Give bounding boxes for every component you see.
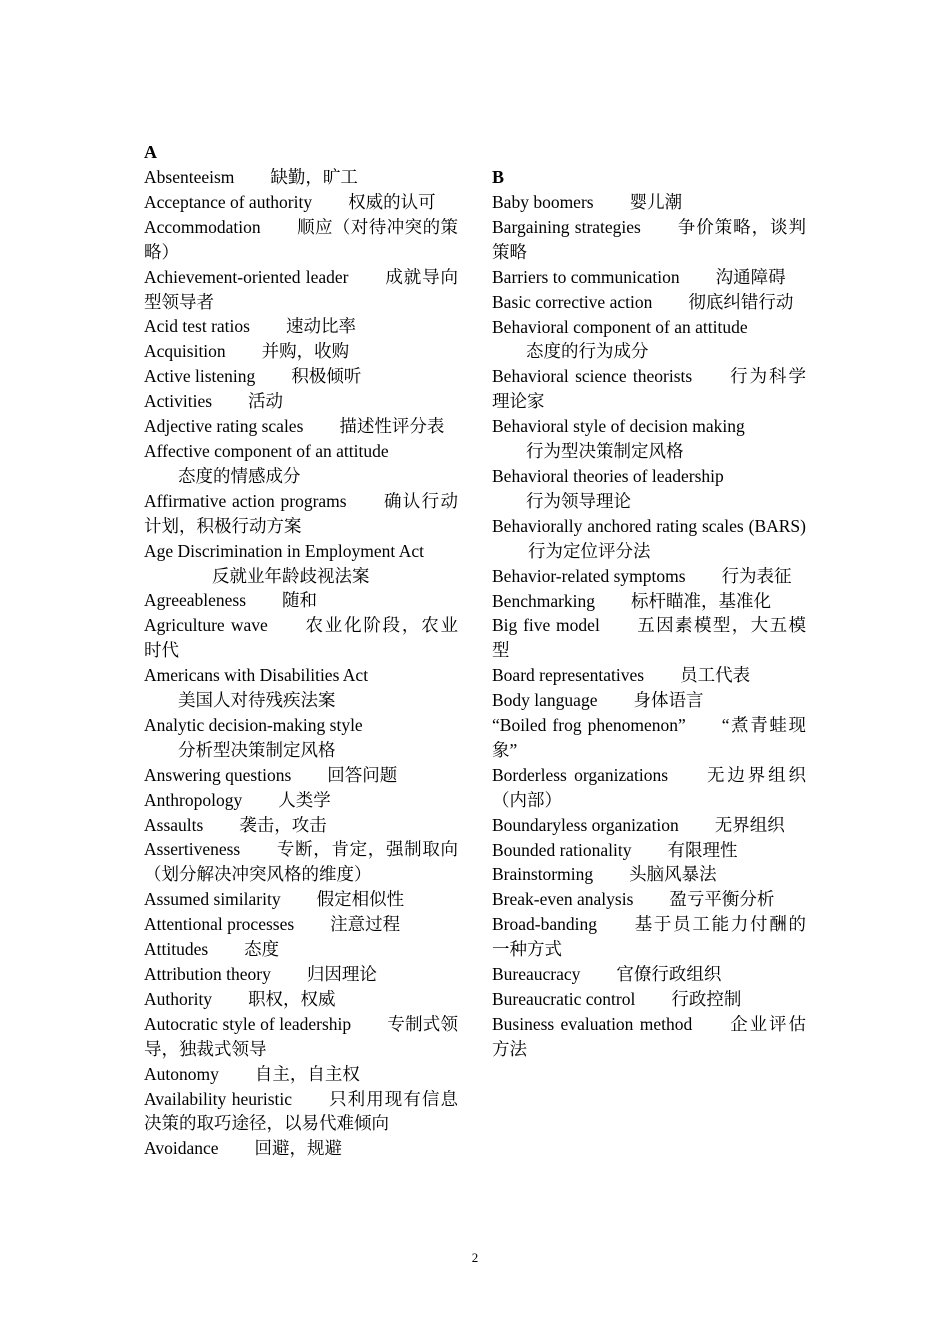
term-chinese: 活动 [248, 391, 284, 412]
glossary-entry [492, 838, 806, 863]
term-english: Agriculture wave [144, 615, 268, 636]
glossary-entry [492, 663, 806, 688]
term-english: Behavioral style of decision making [492, 416, 745, 437]
glossary-entry [144, 663, 458, 713]
term-chinese: 行为型决策制定风格 [526, 441, 684, 462]
glossary-entry [492, 987, 806, 1012]
term-chinese: 行为表征 [721, 565, 792, 586]
term-chinese: 袭击，攻击 [239, 814, 327, 835]
term-chinese: 并购，收购 [261, 341, 350, 362]
term-chinese: 标杆瞄准，基准化 [631, 590, 772, 611]
term-chinese: 有限理性 [667, 839, 738, 860]
term-chinese: 农业化阶段，农业时代 [144, 615, 458, 661]
term-english: Americans with Disabilities Act [144, 665, 369, 686]
glossary-entry [144, 364, 458, 389]
term-english: Behavioral science theorists [492, 366, 693, 387]
glossary-entry [144, 489, 458, 539]
glossary-entry [492, 887, 806, 912]
glossary-entry [144, 439, 458, 489]
glossary-entry [492, 265, 806, 290]
term-english: Acquisition [144, 341, 226, 362]
term-chinese: 态度的行为成分 [526, 341, 649, 362]
glossary-entry [492, 912, 806, 962]
page-number: 2 [471, 1250, 479, 1265]
term-chinese: 人类学 [278, 789, 331, 810]
glossary-entry [144, 788, 458, 813]
term-chinese: “煮青蛙现象” [492, 715, 806, 760]
term-english: Analytic decision-making style [144, 714, 363, 735]
glossary-entry [492, 613, 806, 663]
term-english: Avoidance [144, 1138, 219, 1159]
term-chinese: 专制式领导，独裁式领导 [144, 1013, 458, 1059]
glossary-entry [144, 837, 458, 887]
term-chinese: 回答问题 [327, 764, 398, 785]
term-chinese: 专断，肯定，强制取向（划分解决冲突风格的维度） [144, 839, 458, 885]
glossary-entry [144, 813, 458, 838]
term-chinese: 沟通障碍 [715, 266, 786, 287]
term-chinese: 职权，权威 [248, 988, 336, 1009]
term-english: Anthropology [144, 789, 243, 810]
glossary-entry [144, 1012, 458, 1062]
term-chinese: 注意过程 [330, 914, 401, 935]
term-english: Borderless organizations [492, 764, 669, 785]
section-letter: A [144, 142, 157, 162]
glossary-entry [492, 215, 806, 265]
term-chinese: 行为科学理论家 [492, 366, 806, 412]
term-english: Age Discrimination in Employment Act [144, 540, 424, 561]
glossary-entry [492, 1012, 806, 1062]
term-chinese: 行为定位评分法 [528, 540, 651, 561]
glossary-entry [144, 389, 458, 414]
glossary-entry [144, 912, 458, 937]
glossary-entry [492, 414, 806, 464]
glossary-entry [144, 887, 458, 912]
term-english: Body language [492, 690, 598, 711]
glossary-entry [144, 265, 458, 315]
glossary-entry [144, 1062, 458, 1087]
term-chinese: 态度 [244, 939, 280, 960]
term-english: Bureaucratic control [492, 989, 636, 1009]
glossary-entry [492, 589, 806, 614]
term-english: Availability heuristic [144, 1088, 293, 1109]
term-chinese: 争价策略，谈判策略 [492, 216, 807, 262]
term-chinese: 基于员工能力付酬的一种方式 [492, 914, 806, 960]
term-chinese: 行为领导理论 [526, 490, 631, 511]
glossary-entry [492, 813, 806, 838]
term-chinese: 权威的认可 [348, 191, 436, 212]
term-english: Bounded rationality [492, 839, 632, 860]
glossary-entry [492, 364, 806, 414]
glossary-entry [492, 962, 806, 987]
section-letter: B [492, 167, 505, 187]
term-english: Assertiveness [144, 839, 241, 860]
entry-list [144, 165, 458, 1161]
term-english: Absenteeism [144, 167, 235, 187]
term-english: Autonomy [144, 1063, 219, 1084]
term-english: Board representatives [492, 665, 645, 686]
glossary-entry [144, 314, 458, 339]
term-chinese: 盈亏平衡分析 [669, 889, 775, 910]
glossary-entry [144, 165, 458, 190]
term-english: Attitudes [144, 939, 209, 960]
term-english: Attribution theory [144, 964, 271, 984]
term-english: Broad-banding [492, 914, 597, 935]
term-english: Baby boomers [492, 192, 594, 212]
glossary-entry [144, 588, 458, 613]
term-chinese: 美国人对待残疾法案 [178, 690, 336, 711]
term-english: Active listening [144, 366, 256, 387]
term-chinese: 确认行动计划，积极行动方案 [144, 490, 458, 536]
term-chinese: 反就业年龄歧视法案 [212, 565, 370, 586]
term-english: Activities [144, 391, 213, 412]
glossary-entry [144, 339, 458, 364]
column-spacer [492, 140, 806, 165]
term-chinese: 只利用现有信息决策的取巧途径，以易代难倾向 [144, 1088, 459, 1134]
term-english: Behavioral theories of leadership [492, 465, 724, 486]
term-english: Adjective rating scales [144, 416, 304, 437]
glossary-entry [492, 315, 806, 365]
term-english: Benchmarking [492, 590, 596, 611]
term-english: Answering questions [144, 764, 292, 785]
section-a-column [144, 140, 458, 1161]
glossary-entry [492, 290, 806, 315]
term-english: Business evaluation method [492, 1013, 693, 1034]
term-english: Bargaining strategies [492, 216, 641, 237]
term-chinese: 自主，自主权 [254, 1063, 360, 1084]
glossary-entry [144, 539, 458, 589]
term-chinese: 回避，规避 [254, 1138, 343, 1159]
glossary-entry [144, 763, 458, 788]
term-chinese: 态度的情感成分 [178, 465, 301, 486]
term-english: Basic corrective action [492, 291, 653, 312]
glossary-entry [144, 962, 458, 987]
glossary-entry [492, 713, 806, 763]
term-english: Achievement-oriented leader [144, 266, 349, 287]
entry-list [492, 190, 806, 1062]
term-chinese: 身体语言 [633, 690, 704, 711]
term-chinese: 随和 [282, 590, 318, 611]
section-b-column [492, 140, 806, 1062]
term-english: Boundaryless organization [492, 814, 679, 835]
term-english: Authority [144, 988, 213, 1009]
term-english: Barriers to communication [492, 266, 680, 287]
glossary-entry [144, 1087, 458, 1137]
term-english: Acid test ratios [144, 316, 250, 337]
term-chinese: 头脑风暴法 [629, 864, 717, 885]
term-chinese: 官僚行政组织 [616, 964, 722, 985]
term-english: Assumed similarity [144, 889, 281, 910]
term-chinese: 缺勤，旷工 [270, 167, 358, 187]
term-english: Behavior-related symptoms [492, 565, 686, 586]
term-english: Behaviorally anchored rating scales (BARS) [492, 515, 806, 536]
glossary-entry [492, 464, 806, 514]
term-chinese: 员工代表 [680, 665, 751, 686]
glossary-entry [144, 713, 458, 763]
term-english: Assaults [144, 814, 204, 835]
glossary-entry [492, 763, 806, 813]
term-english: Break-even analysis [492, 889, 634, 910]
term-chinese: 分析型决策制定风格 [178, 739, 336, 760]
glossary-entry [492, 688, 806, 713]
glossary-entry [144, 937, 458, 962]
term-chinese: 无边界组织（内部） [492, 764, 807, 810]
term-english: Accommodation [144, 216, 261, 237]
glossary-entry [144, 414, 458, 439]
term-chinese: 婴儿潮 [629, 192, 683, 212]
term-chinese: 速动比率 [285, 316, 356, 337]
term-english: Autocratic style of leadership [144, 1013, 352, 1034]
glossary-entry [144, 215, 458, 265]
term-chinese: 五因素模型，大五模型 [492, 615, 807, 661]
term-chinese: 归因理论 [306, 964, 377, 984]
glossary-entry [144, 190, 458, 215]
term-chinese: 假定相似性 [316, 889, 405, 910]
glossary-entry [492, 514, 806, 564]
term-chinese: 无界组织 [714, 814, 785, 835]
term-chinese: 企业评估方法 [492, 1013, 806, 1059]
glossary-entry [144, 613, 458, 663]
glossary-entry [492, 564, 806, 589]
term-chinese: 描述性评分表 [339, 416, 445, 437]
glossary-entry [492, 190, 806, 215]
term-chinese: 彻底纠错行动 [688, 291, 794, 312]
term-english: Affirmative action programs [144, 490, 347, 511]
term-english: Big five model [492, 615, 600, 636]
term-english: Agreeableness [144, 590, 247, 611]
glossary-entry [144, 987, 458, 1012]
term-english: Behavioral component of an attitude [492, 316, 748, 337]
term-chinese: 行政控制 [671, 989, 742, 1009]
term-english: Brainstorming [492, 864, 594, 885]
term-english: Attentional processes [144, 914, 295, 935]
term-chinese: 顺应（对待冲突的策略） [144, 216, 458, 262]
glossary-entry [144, 1136, 458, 1161]
term-chinese: 成就导向型领导者 [144, 266, 459, 312]
term-english: “Boiled frog phenomenon” [492, 715, 686, 736]
term-chinese: 积极倾听 [291, 366, 362, 387]
term-english: Affective component of an attitude [144, 440, 389, 461]
term-english: Bureaucracy [492, 964, 581, 985]
glossary-entry [492, 862, 806, 887]
term-english: Acceptance of authority [144, 191, 313, 212]
